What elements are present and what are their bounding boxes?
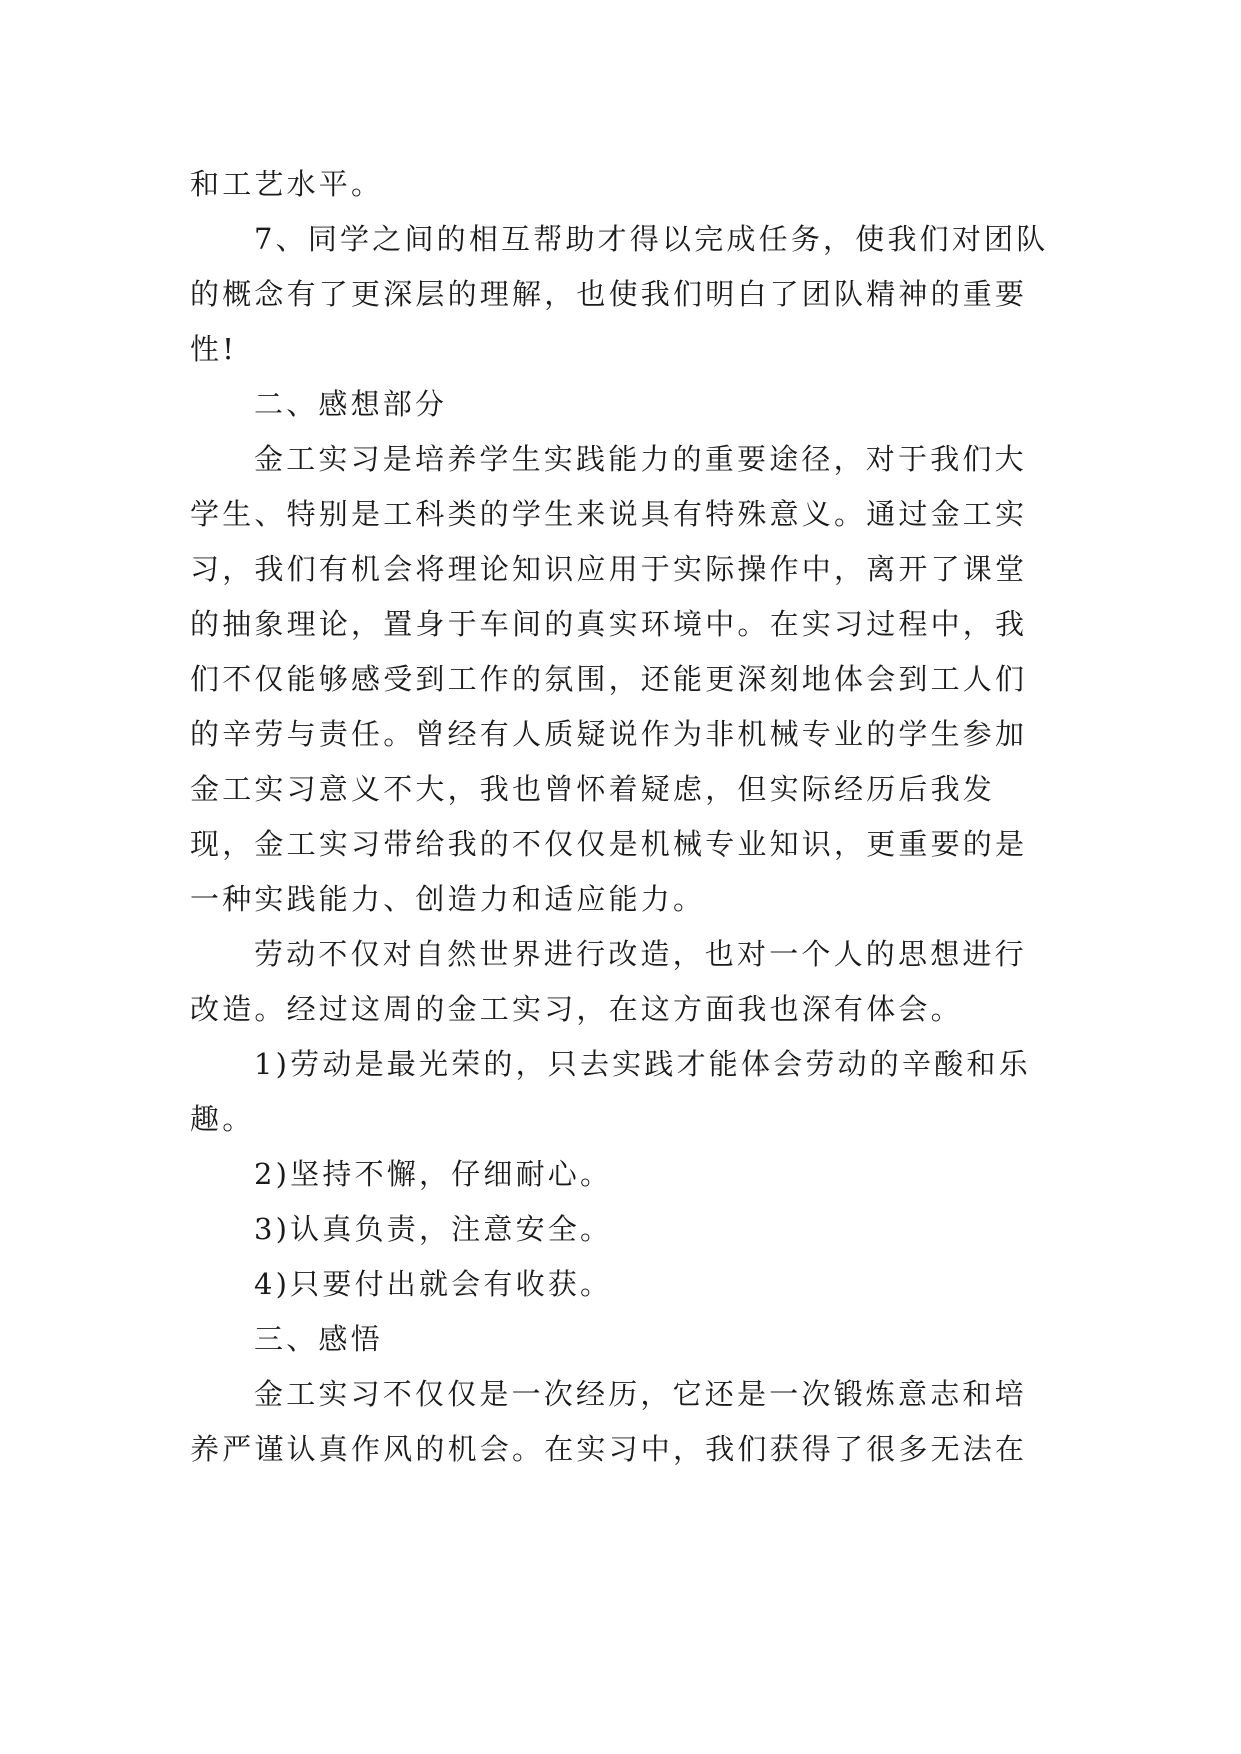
section-heading-insights: 三、感悟 [254, 1322, 383, 1356]
list-item-4: 4)只要付出就会有收获。 [254, 1267, 613, 1301]
paragraph-experience: 金工实习不仅仅是一次经历，它还是一次锻炼意志和培养严谨认真作风的机会。在实习中，我们获得了很多无法在 [190, 1377, 1028, 1466]
paragraph-practice-ability: 金工实习是培养学生实践能力的重要途径，对于我们大学生、特别是工科类的学生来说具有特殊意义。通过金工实习，我们有机会将理论知识应用于实际操作中，离开了课堂的抽象理论，置身于车间的真实环境中。在实习过程中，我们不仅能够感受到工作的氛围，还能更深刻地体会到工人们的辛劳与责任。曾经有人质疑说作为非机械专业的学生参加金工实习意义不大，我也曾怀着疑虑，但实际经历后我发现，金工实习带给我的不仅仅是机械专业知识，更重要的是一种实践能力、创造力和适应能力。 [190, 442, 1028, 916]
document-body [190, 157, 1050, 1477]
paragraph-teamwork: 7、同学之间的相互帮助才得以完成任务，使我们对团队的概念有了更深层的理解，也使我们明白了团队精神的重要性! [190, 222, 1049, 366]
section-heading-reflections: 二、感想部分 [254, 387, 448, 421]
paragraph-continuation: 和工艺水平。 [190, 167, 384, 201]
list-item-2: 2)坚持不懈，仔细耐心。 [254, 1157, 613, 1191]
list-item-1: 1)劳动是最光荣的，只去实践才能体会劳动的辛酸和乐趣。 [190, 1047, 1031, 1136]
paragraph-labor-transformation: 劳动不仅对自然世界进行改造，也对一个人的思想进行改造。经过这周的金工实习，在这方面我也深有体会。 [190, 937, 1027, 1026]
list-item-3: 3)认真负责，注意安全。 [254, 1212, 613, 1246]
